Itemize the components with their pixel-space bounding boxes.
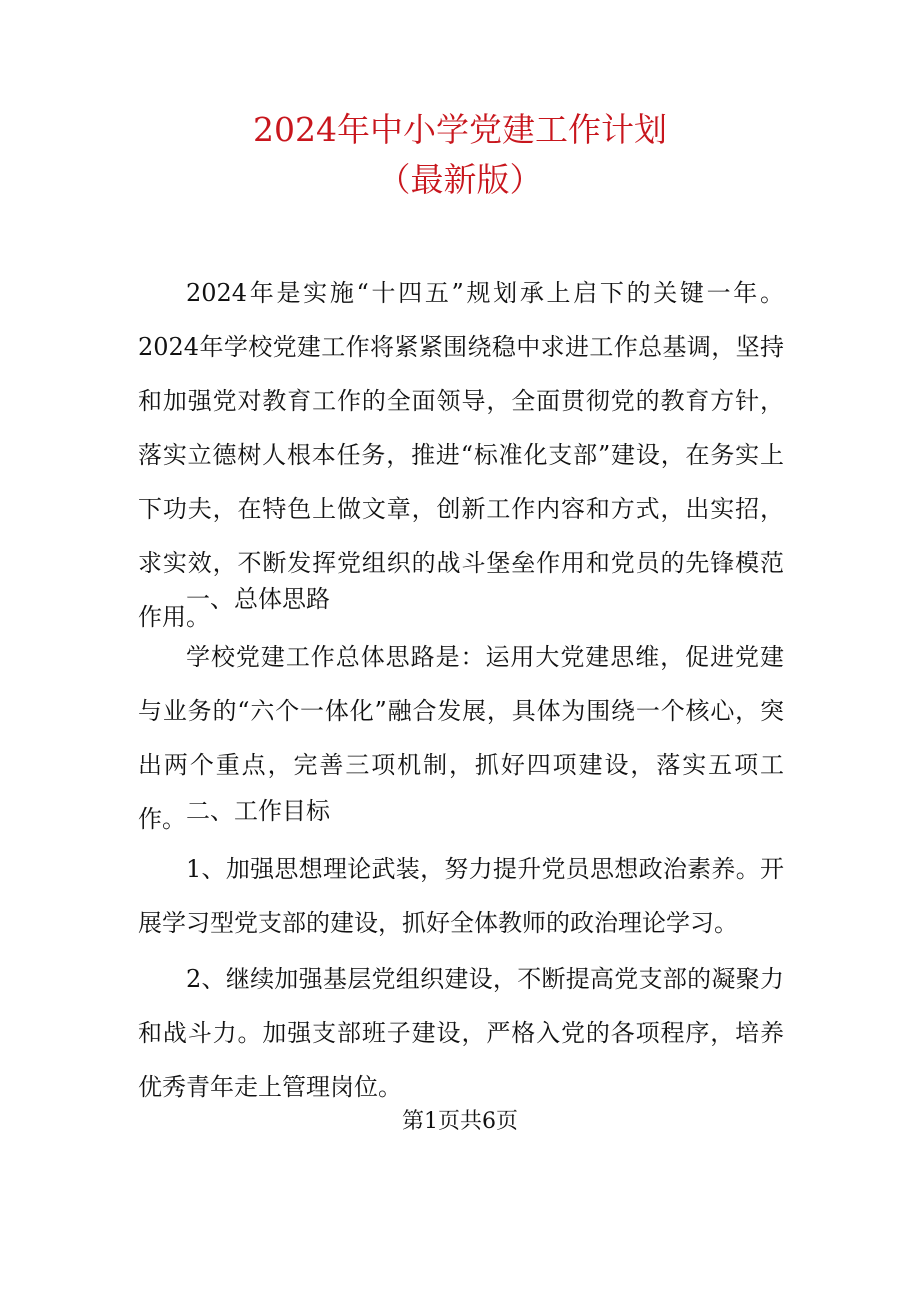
goal-paragraph-block xyxy=(138,952,784,1114)
section-heading-block xyxy=(138,572,784,626)
goal-item-1: 1、加强思想理论武装，努力提升党员思想政治素养。开展学习型党支部的建设，抓好全体教师的政治理论学习。 xyxy=(138,855,784,937)
page-indicator: 第1页共6页 xyxy=(402,1109,518,1134)
goal-item-2: 2、继续加强基层党组织建设，不断提高党支部的凝聚力和战斗力。加强支部班子建设，严格入党的各项程序，培养优秀青年走上管理岗位。 xyxy=(138,965,784,1101)
section-heading-work-goals: 二、工作目标 xyxy=(186,797,330,825)
document-subtitle: （最新版） xyxy=(377,160,543,199)
section-heading-block xyxy=(138,784,784,838)
section-heading-overall-approach: 一、总体思路 xyxy=(186,585,330,613)
goal-paragraph-block xyxy=(138,842,784,950)
intro-paragraph: 2024年是实施“十四五”规划承上启下的关键一年。2024年学校党建工作将紧紧围绕稳中求进工作总基调，坚持和加强党对教育工作的全面领导，全面贯彻党的教育方针，落实立德树人根本任务，推进“标准化支部”建设，在务实上下功夫，在特色上做文章，创新工作内容和方式，出实招，求实效，不断发挥党组织的战斗堡垒作用和党员的先锋模范作用。 xyxy=(138,279,784,631)
document-title: 2024年中小学党建工作计划 xyxy=(253,110,667,149)
overall-approach-paragraph: 学校党建工作总体思路是：运用大党建思维，促进党建与业务的“六个一体化”融合发展，具体为围绕一个核心，突出两个重点，完善三项机制，抓好四项建设，落实五项工作。 xyxy=(138,643,784,833)
